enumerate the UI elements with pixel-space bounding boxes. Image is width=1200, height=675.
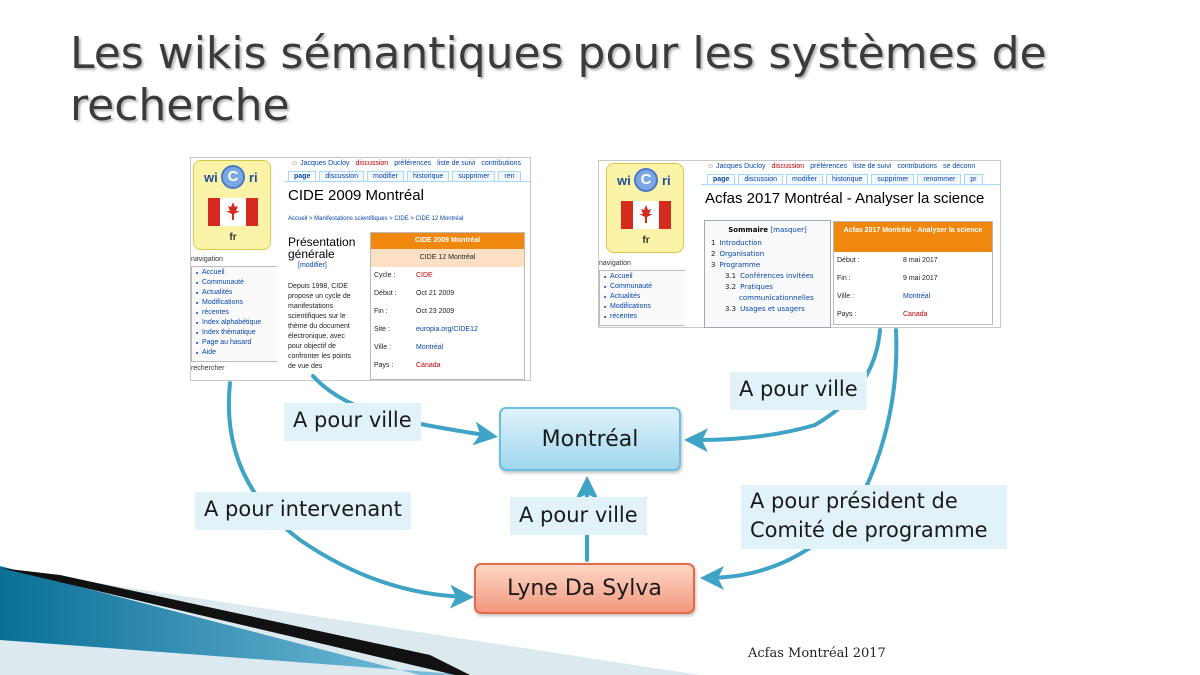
body-line: propose un cycle de: [288, 293, 351, 300]
tab-protect[interactable]: pr: [964, 174, 982, 184]
userbar-link[interactable]: discussion: [771, 163, 805, 170]
section-title: Présentation: [288, 235, 356, 249]
infobox-key: Pays :: [374, 362, 394, 369]
slide-footer: Acfas Montréal 2017: [748, 646, 886, 661]
toc-item-label: Pratiques: [740, 283, 773, 291]
infobox-key: Début :: [374, 290, 397, 297]
toc-item-number: 3.3: [725, 305, 737, 313]
toc-item-label: Usages et usagers: [740, 305, 805, 313]
nav-item[interactable]: ■ Accueil: [604, 273, 685, 281]
userbar-link[interactable]: préférences: [810, 163, 848, 170]
logo-wi-text: wi: [204, 170, 218, 185]
nav-search-label: rechercher: [191, 365, 225, 372]
infobox-key: Fin :: [374, 308, 388, 315]
toc-toggle-link[interactable]: [masquer]: [770, 226, 807, 234]
toc-item-label: Programme: [719, 261, 761, 269]
infobox-key: Ville :: [374, 344, 391, 351]
nav-item[interactable]: ■ Modifications: [196, 299, 277, 307]
nav-item[interactable]: ■ récentes: [196, 309, 277, 317]
toc-item-number: 3: [711, 261, 716, 269]
nav-item[interactable]: ■ Aide: [196, 349, 277, 357]
edge-label-president-line-2: Comité de programme: [750, 518, 988, 542]
tab-discussion[interactable]: discussion: [319, 171, 364, 181]
toc-title-text: Sommaire: [728, 226, 769, 234]
nav-item[interactable]: ■ Modifications: [604, 303, 685, 311]
infobox-key: Cycle :: [374, 272, 396, 279]
edge-label-president: [741, 485, 1007, 549]
toc-item-number: 2: [711, 250, 716, 258]
user-link[interactable]: Jacques Ducloy: [716, 163, 766, 170]
infobox-value: 9 mai 2017: [903, 275, 938, 282]
nav-item[interactable]: ■ Page au hasard: [196, 339, 277, 347]
body-line: pour objectif de: [288, 343, 336, 350]
edge-label-president-line-1: A pour président de: [750, 489, 958, 513]
logo-c-icon: C: [634, 168, 658, 192]
infobox-key: Site :: [374, 326, 390, 333]
tab-historique[interactable]: historique: [826, 174, 868, 184]
tab-supprimer[interactable]: supprimer: [452, 171, 495, 181]
infobox-value: 8 mai 2017: [903, 257, 938, 264]
logo-ri-text: ri: [662, 173, 671, 188]
user-icon: ☺: [291, 160, 301, 167]
user-link[interactable]: Jacques Ducloy: [300, 160, 350, 167]
nav-item[interactable]: ■ Index thématique: [196, 329, 277, 337]
infobox-value: Oct 23 2009: [416, 308, 455, 315]
infobox-key: Fin :: [837, 275, 851, 282]
tab-renommer[interactable]: ren: [498, 171, 520, 181]
nav-item[interactable]: ■ Accueil: [196, 269, 277, 277]
wiki-page-title: Acfas 2017 Montréal - Analyser la science: [705, 190, 985, 207]
userbar-link[interactable]: liste de suivi: [437, 160, 476, 167]
tab-renommer[interactable]: renommer: [917, 174, 961, 184]
infobox-value[interactable]: Canada: [416, 362, 441, 369]
logo-c-icon: C: [221, 165, 245, 189]
tab-page[interactable]: page: [288, 171, 316, 181]
infobox-value[interactable]: europia.org/CIDE12: [416, 326, 478, 333]
logo-lang-text: fr: [229, 232, 237, 243]
edge-label-intervenant: A pour intervenant: [195, 492, 411, 530]
infobox-title: CIDE 2009 Montréal: [371, 233, 524, 249]
wiki-page-title: CIDE 2009 Montréal: [288, 187, 424, 204]
body-line: manifestations: [288, 303, 334, 310]
infobox-key: Début :: [837, 257, 860, 264]
userbar-link[interactable]: contributions: [481, 160, 522, 167]
section-title: générale: [288, 247, 335, 261]
infobox-key: Pays :: [837, 311, 857, 318]
nav-item[interactable]: ■ récentes: [604, 313, 685, 321]
body-line: thème du document: [288, 323, 350, 330]
toc-item-label: Organisation: [719, 250, 765, 258]
infobox-value: Oct 21 2009: [416, 290, 455, 297]
userbar-link[interactable]: discussion: [355, 160, 389, 167]
infobox-value[interactable]: Montréal: [416, 344, 444, 351]
slide-title-line-2: recherche: [70, 80, 290, 131]
toc-item-number: 1: [711, 239, 716, 247]
node-lyne-da-sylva: Lyne Da Sylva: [474, 563, 695, 614]
infobox-value[interactable]: Montréal: [903, 293, 931, 300]
nav-item[interactable]: ■ Actualités: [604, 293, 685, 301]
body-line: Depuis 1998, CIDE: [288, 283, 348, 290]
logo-wi-text: wi: [617, 173, 631, 188]
tab-modifier[interactable]: modifier: [367, 171, 404, 181]
userbar-link[interactable]: liste de suivi: [853, 163, 892, 170]
infobox-value[interactable]: Canada: [903, 311, 928, 318]
tab-modifier[interactable]: modifier: [786, 174, 823, 184]
infobox-title: Acfas 2017 Montréal - Analyser la science: [834, 222, 992, 252]
body-line: de vue des: [288, 363, 323, 370]
edge-label-ville-left: A pour ville: [284, 403, 421, 441]
body-line: électronique, avec: [288, 333, 345, 340]
user-icon: ☺: [707, 163, 717, 170]
tab-discussion[interactable]: discussion: [738, 174, 783, 184]
body-line: confronter les points: [288, 353, 352, 360]
nav-item[interactable]: ■ Communauté: [196, 279, 277, 287]
toc-item-label: Introduction: [719, 239, 762, 247]
tab-historique[interactable]: historique: [407, 171, 449, 181]
nav-title: navigation: [191, 256, 223, 263]
userbar-link[interactable]: contributions: [897, 163, 938, 170]
nav-item[interactable]: ■ Index alphabétique: [196, 319, 277, 327]
logo-ri-text: ri: [249, 170, 258, 185]
slide-title-line-1: Les wikis sémantiques pour les systèmes de: [70, 28, 1047, 79]
toc-item-label: communicationnelles: [739, 294, 814, 302]
node-montreal: Montréal: [499, 407, 681, 471]
body-line: scientifiques sur le: [288, 313, 346, 320]
infobox-value[interactable]: CIDE: [416, 272, 433, 279]
tab-supprimer[interactable]: supprimer: [871, 174, 914, 184]
userbar-link[interactable]: préférences: [394, 160, 432, 167]
infobox-key: Ville :: [837, 293, 854, 300]
breadcrumb[interactable]: Accueil > Manifestations scientifiques > CIDE > CIDE 12 Montréal: [288, 216, 464, 222]
toc-item-number: 3.2: [725, 283, 737, 291]
edge-label-ville-center: A pour ville: [510, 497, 647, 535]
toc-item-number: 3.1: [725, 272, 737, 280]
logo-lang-text: fr: [642, 235, 650, 246]
userbar-link[interactable]: se déconn: [943, 163, 976, 170]
infobox-subtitle: CIDE 12 Montréal: [371, 249, 524, 267]
nav-title: navigation: [599, 260, 631, 267]
nav-item[interactable]: ■ Actualités: [196, 289, 277, 297]
toc-item-label: Conférences invitées: [740, 272, 814, 280]
edge-label-ville-right: A pour ville: [730, 372, 867, 410]
tab-page[interactable]: page: [707, 174, 735, 184]
nav-item[interactable]: ■ Communauté: [604, 283, 685, 291]
section-edit-link[interactable]: [modifier]: [298, 262, 327, 269]
